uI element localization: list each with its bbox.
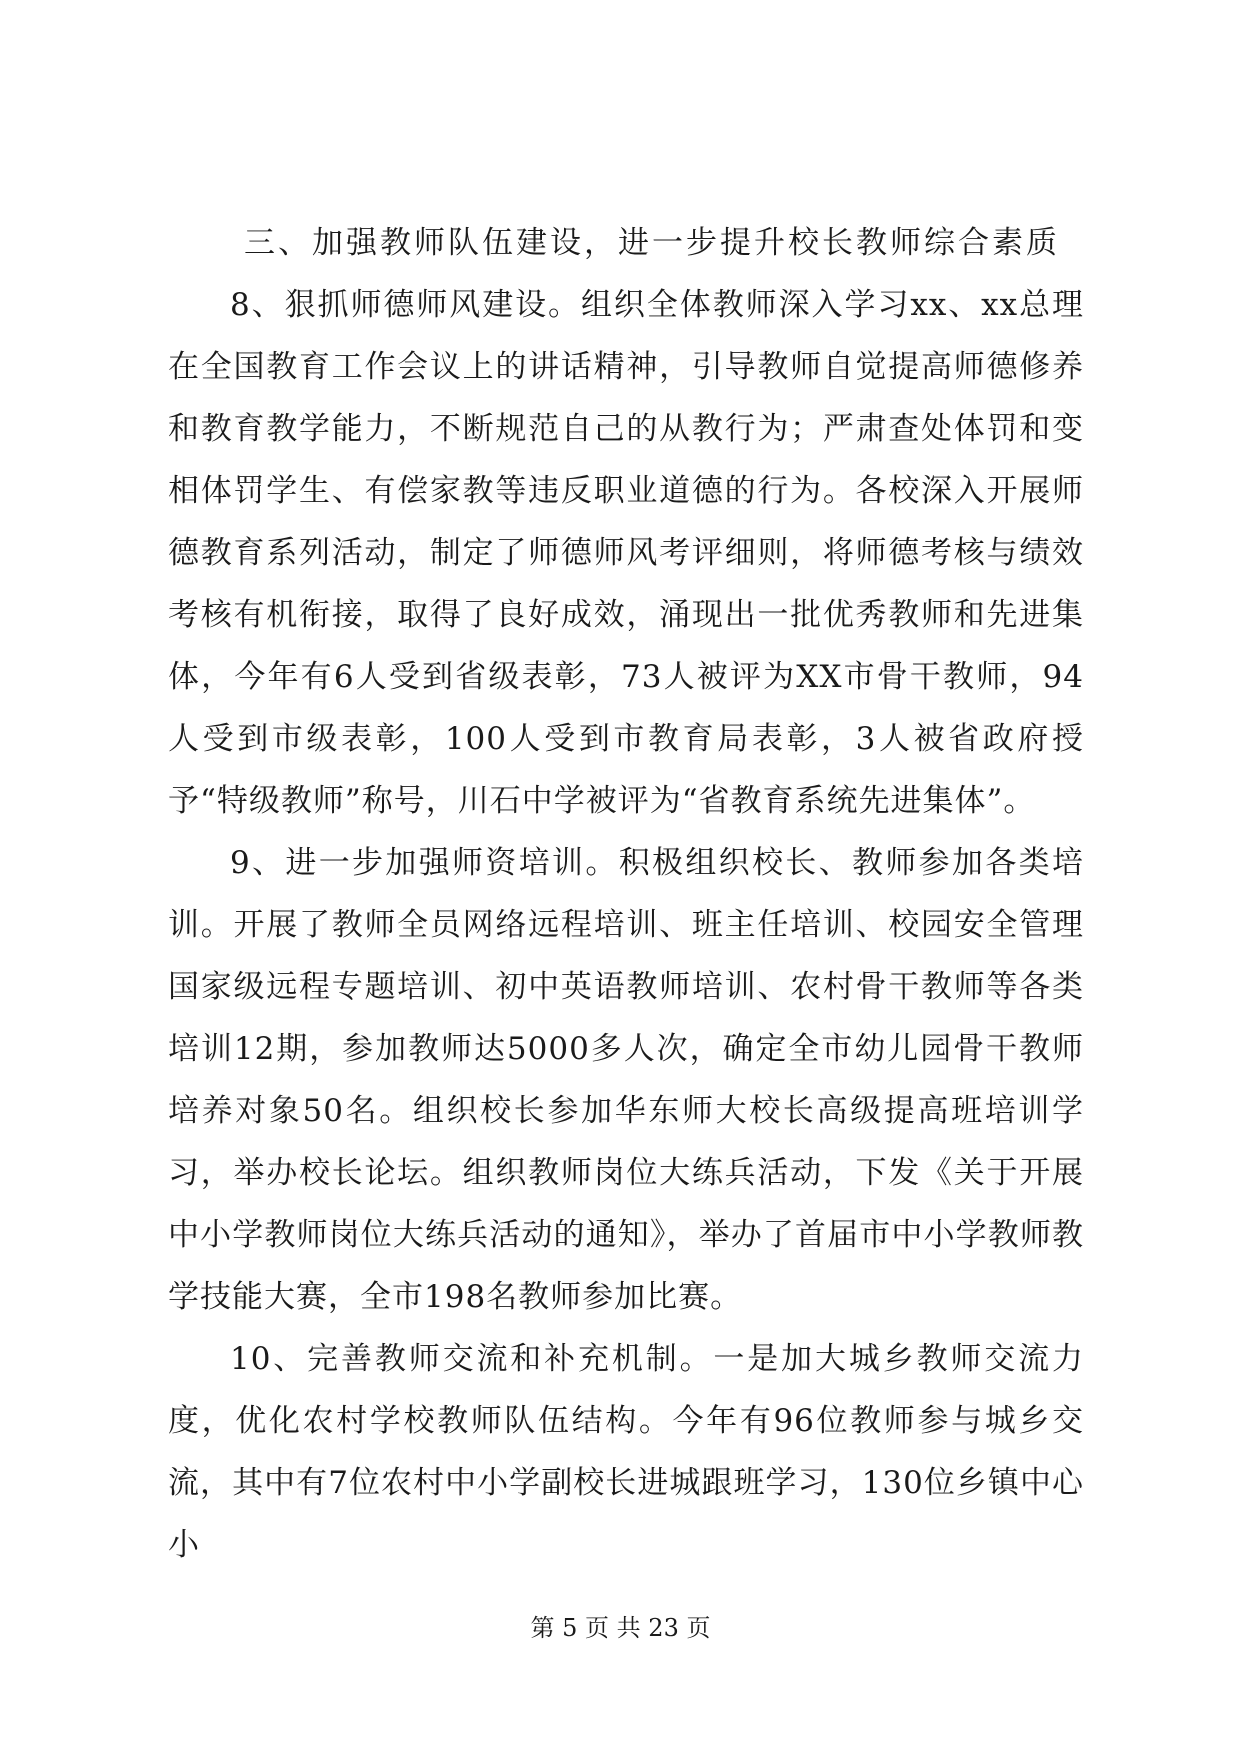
- page-number-footer: 第 5 页 共 23 页: [530, 1614, 711, 1642]
- section-heading: 三、加强教师队伍建设，进一步提升校长教师综合素质: [244, 225, 1060, 261]
- page-content: [168, 212, 1084, 1576]
- paragraph-10: 10、完善教师交流和补充机制。一是加大城乡教师交流力度，优化农村学校教师队伍结构。今年有96位教师参与城乡交流，其中有7位农村中小学副校长进城跟班学习，130位乡镇中心小: [168, 1341, 1084, 1563]
- paragraph-9: 9、进一步加强师资培训。积极组织校长、教师参加各类培训。开展了教师全员网络远程培训、班主任培训、校园安全管理国家级远程专题培训、初中英语教师培训、农村骨干教师等各类培训12期，参加教师达5000多人次，确定全市幼儿园骨干教师培养对象50名。组织校长参加华东师大校长高级提高班培训学习，举办校长论坛。组织教师岗位大练兵活动，下发《关于开展中小学教师岗位大练兵活动的通知》，举办了首届市中小学教师教学技能大赛，全市198名教师参加比赛。: [168, 845, 1084, 1315]
- paragraph-8: 8、狠抓师德师风建设。组织全体教师深入学习xx、xx总理在全国教育工作会议上的讲话精神，引导教师自觉提高师德修养和教育教学能力，不断规范自己的从教行为；严肃查处体罚和变相体罚学生、有偿家教等违反职业道德的行为。各校深入开展师德教育系列活动，制定了师德师风考评细则，将师德考核与绩效考核有机衔接，取得了良好成效，涌现出一批优秀教师和先进集体，今年有6人受到省级表彰，73人被评为XX市骨干教师，94人受到市级表彰，100人受到市教育局表彰，3人被省政府授予“特级教师”称号，川石中学被评为“省教育系统先进集体”。: [168, 287, 1084, 819]
